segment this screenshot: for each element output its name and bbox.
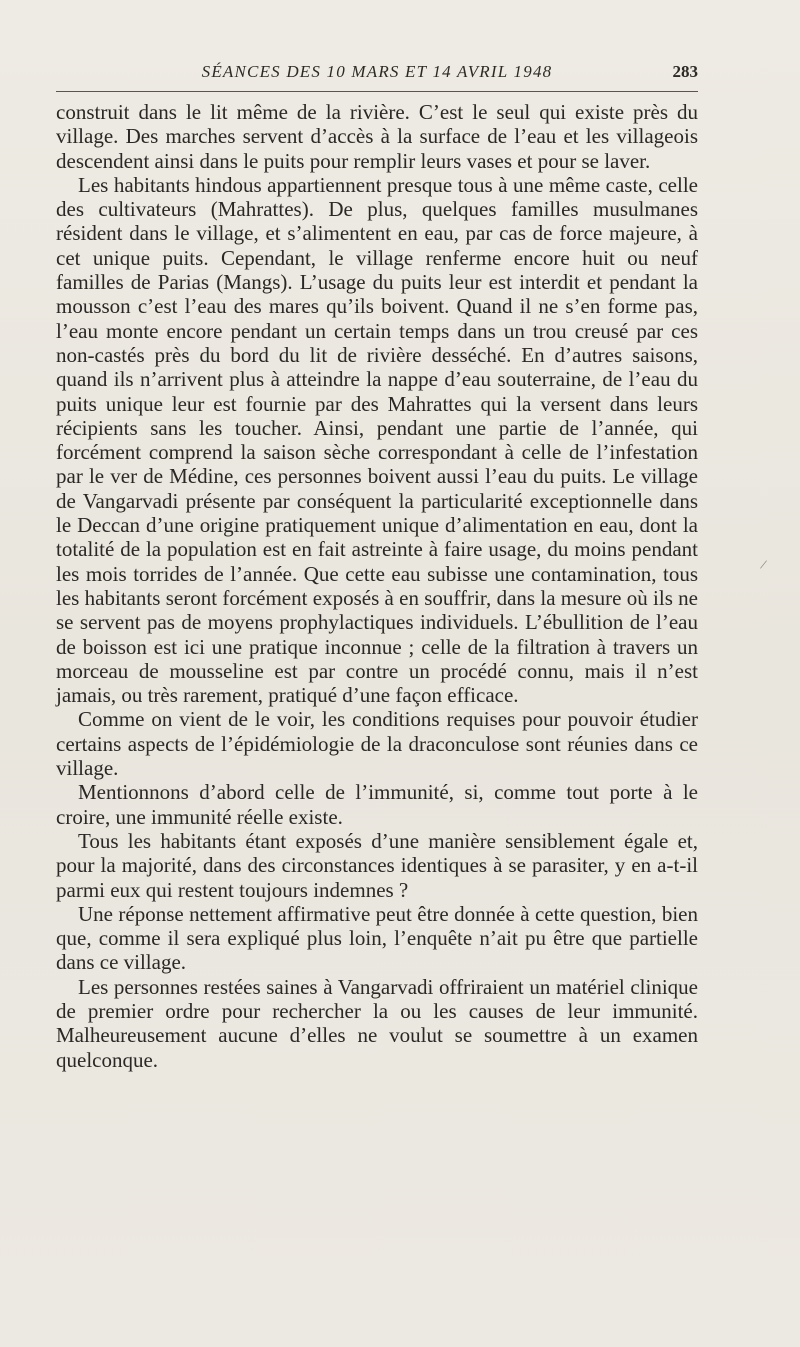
paragraph-immunity: Mentionnons d’abord celle de l’immunité, si, comme tout porte à le croire, une immunité réelle existe. <box>56 780 698 829</box>
paragraph-continuation: construit dans le lit même de la rivière. C’est le seul qui existe près du village. Des marches servent d’accès à la surface de l’eau et les villageois descendent ainsi dans le puits pour remplir leurs vases et pour se laver. <box>56 100 698 173</box>
paragraph-exposure: Tous les habitants étant exposés d’une manière sensiblement égale et, pour la majorité, dans des circonstances identiques à se parasiter, y en a-t-il parmi eux qui restent toujours indemnes ? <box>56 828 698 902</box>
page-number: 283 <box>672 62 698 81</box>
header-rule <box>56 91 698 92</box>
stray-pencil-mark: / <box>758 557 768 574</box>
paragraph-answer: Une réponse nettement affirmative peut être donnée à cette question, bien que, comme il sera expliqué plus loin, l’enquête n’ait pu être que partielle dans ce village. <box>56 901 698 975</box>
paragraph-conditions: Comme on vient de le voir, les conditions requises pour pouvoir étudier certains aspects de l’épidémiologie de la draconculose sont réunies dans ce village. <box>56 707 698 781</box>
paragraph-healthy-persons: Les personnes restées saines à Vangarvadi offriraient un matériel clinique de premier ordre pour rechercher la ou les causes de leur immunité. Malheureusement aucune d’elles ne voulut se soumettre à un examen quelconque. <box>56 974 698 1072</box>
running-head <box>56 62 698 86</box>
running-title: SÉANCES DES 10 MARS ET 14 AVRIL 1948 <box>201 62 553 81</box>
body-text <box>56 100 698 1072</box>
paragraph-population: Les habitants hindous appartiennent presque tous à une même caste, celle des cultivateurs (Mahrattes). De plus, quelques familles musulmanes résident dans le village, et s’alimentent en eau, par cas de force majeure, à cet unique puits. Cependant, le village renferme encore huit ou neuf familles de Parias (Mangs). L’usage du puits leur est interdit et pendant la mousson c’est l’eau des mares qu’ils boivent. Quand il ne s’en forme pas, l’eau monte encore pendant un certain temps dans un trou creusé par ces non-castés près du bord du lit de rivière desséché. En d’autres saisons, quand ils n’arrivent plus à atteindre la nappe d’eau souterraine, de l’eau du puits unique leur est fournie par des Mahrattes qui la versent dans leurs récipients sans les toucher. Ainsi, pendant une partie de l’année, qui forcément comprend la saison sèche correspondant à celle de l’infestation par le ver de Médine, ces personnes boivent aussi l’eau du puits. Le village de Vangarvadi présente par conséquent la particularité exceptionnelle dans le Deccan d’une origine pratiquement unique d’alimentation en eau, dont la totalité de la population est en fait astreinte à faire usage, du moins pendant les mois torrides de l’année. Que cette eau subisse une contamination, tous les habitants seront forcément exposés à en souffrir, dans la mesure où ils ne se servent pas de moyens prophylactiques individuels. L’ébullition de l’eau de boisson est ici une pratique inconnue ; celle de la filtration à travers un morceau de mousseline est par contre un procédé connu, mais il n’est jamais, ou très rarement, pratiqué d’une façon efficace. <box>56 172 698 708</box>
